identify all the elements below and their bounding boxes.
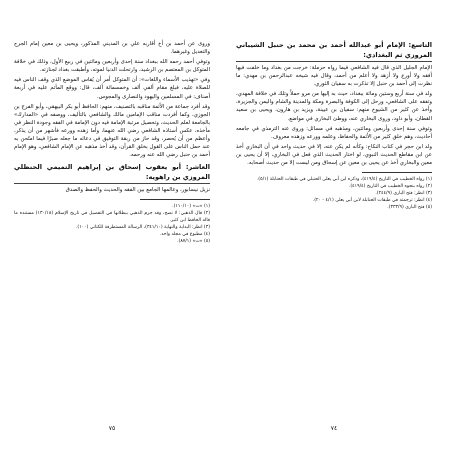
footnote: (٥) فتح الباري (٣٣٣/٩).	[387, 205, 432, 211]
paragraph: وتوفي سنة إحدى وأربعين ومائتين، ومذهبه في مسائل: وروى عنه الترمذي في جامعه أحاديث، وهم خلق كثير من الأئمة والحفاظ، وعلمه وورعه وزهده معروف.	[236, 125, 432, 140]
paragraph: وفي «تهذيب الأسماء واللغات»: أن المتوكل أمر أن يُقاس الموضع الذي وقف الناس فيه للصلاة عليه، فبلغ مقام ألفي ألف وخمسمائة ألف، قال: ووقع المأتم عليه في أربعة أصناف: في المسلمين واليهود والنصارى والمجوس.	[14, 77, 210, 100]
page-number: ٧٥	[108, 425, 116, 432]
footnote: (٣) انظر: فتح الباري (٢٤٤/٩).	[375, 191, 432, 197]
paragraph: الإمام الجليل الذي قال فيه الشافعي فيما رواه حرملة: خرجت من بغداد وما خلفت فيها أفقه ولا أورع ولا أزهد ولا أعلم من أحمد، وقال فيه شيخه عبدالرحمن بن مهدي: ما نظرت إلى أحمد بن حنبل إلا تذكرت به سفيان الثوري.	[236, 65, 432, 88]
section-heading-tenth: العاشر: أبو يعقوب إسحاق بن إبراهيم التميمي الحنظلي المروزي بن راهويه:	[14, 162, 210, 184]
paragraph: وتوفي أحمد رحمه الله ببغداد سنة إحدى وأربعين ومائتين في ربيع الأول، وذلك في خلافة المتوكل بن المعتصم بن الرشيد، وارتحلت الدنيا لموته، وأطبقت بغداد لجنازته.	[14, 59, 210, 74]
footnote: (٤) انظر: ترجمته في طبقات الحنابلة لابن أبي يعلى (٤/١ - ٢٠).	[312, 198, 432, 204]
paragraph: وقد أفرد جماعة من الأئمة مناقبه بالتصنيف، منهم: الحافظ أبو بكر البيهقي، وأبو الفرج بن الجوزي، وكما أفردت مناقب الإمامين مالك والشافعي بالتأليف، ووصفه في «المدارك» بالجامعة لعلم الحديث، وتحصيل مرتبة الإمامة فيه دون الإمامة في الفقه وجودة النظر في مأخذه، عكس أستاذه الشافعي رضي الله عنهما، وأما زهده وورعه فأشهر من أن يذكر، وأعظم من أن يُحصر، وقد حاز من ربقة التوفيق في دعائه ما جعله صبرًا فيما امتُحن به عند حمل الناس على القول بخلق القرآن، وقد أخذ مذهبه عن الإمام الشافعي، وهو الإمام أحمد بن حنبل رضي الله عنه ورحمه.	[14, 103, 210, 159]
footnote: (٥) «ت» (٨٧/١).	[177, 239, 210, 245]
paragraph: وروى عن أحمد بن أخ أقاربه علي بن المديني المذكور، ويحيى بن معين إمام الجرح والتعديل وغيرهما.	[14, 41, 210, 56]
footnotes	[14, 203, 210, 245]
footnotes	[236, 176, 432, 211]
footnote-divider	[362, 172, 432, 173]
paragraph: ولد في سنة أربع وستين ومائة ببغداد، حيث به إليها من مرو حملاً وتلك في خلافة المهدي، وتفقه على الشافعي، ورحل إلى الكوفة والبصرة ومكة والمدينة والشام واليمن والجزيرة، وأخذ عن كثير من الشيوخ منهم: سفيان بن عيينة، ويزيد بن هارون، ويحيى بن سعيد القطان، وأبو داود، وروى البخاري عنه، ووطئ البخاري في مواضع.	[236, 91, 432, 122]
footnote: (١) «ت» (١١٠/١٠).	[172, 204, 210, 210]
footnote: (٢) قال الذهبي: لا تصح، وقد جزم الذهبي ببطلانها في التفصيل في تاريخ الإسلام (١٣٠/١٨) مستنده ما قاله الحافظ ابن كثير.	[14, 211, 210, 224]
footnote: (٤) مطبوع في مجلد واحد.	[159, 232, 210, 238]
footnote: (٢) رواه بنحوه الخطيب في التاريخ (٤١٩/٤).	[348, 184, 432, 190]
paragraph: نزيل نيسابور، وعالمها الجامع بين الفقه والحديث والحفظ والصدق	[65, 187, 210, 194]
footnote: (٣) انظر: البداية والنهاية (٣٤١/١٠)، الرسالة المستطرفة للكتاني (١٠٠).	[75, 225, 210, 231]
left-page	[14, 40, 210, 432]
paragraph: ولد ابن حجر في كتاب النكاح: وكأنه لم يكن عنه، إلا في حديث واحد في أن البخاري أخذ عن ابن مقاطع الحديث النبوي، لو اختار الحديث الذي فعل في البخاري، إلا أن يحيى بن معين والبخاري أخذ عن يحيى بن معين عن إسحاق ومن ليست إلا من حديث أصحابه.	[236, 143, 432, 167]
footnote-divider	[140, 199, 210, 200]
right-page	[236, 40, 432, 432]
section-heading-ninth: التاسع: الإمام أبو عبدالله أحمد بن محمد بن حنبل الشيباني المروزي ثم البغدادي:	[236, 40, 432, 62]
footnote: (١) رواه الخطيب في التاريخ (٤١٩/٤)، وذكره ابن أبي يعلى الحنبلي في طبقات الحنابلة (٥/١).	[256, 177, 432, 183]
page-number: ٧٤	[330, 425, 338, 432]
